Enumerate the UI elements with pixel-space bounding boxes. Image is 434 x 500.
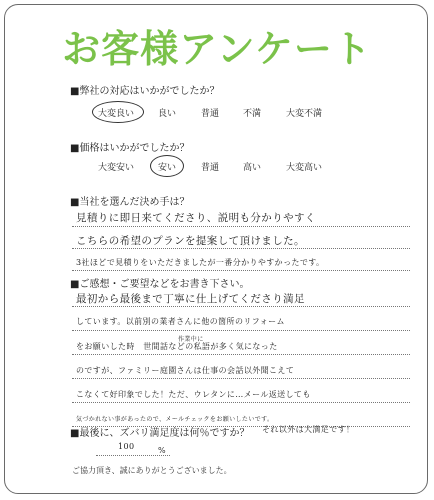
q4-answer-text: のですが、ファミリー庭園さんは仕事の会話以外聞こえて bbox=[76, 366, 295, 375]
q5-percent-unit: % bbox=[158, 446, 166, 455]
q4-answer-line bbox=[72, 306, 410, 307]
q2-heading: ■価格はいかがでしたか？ bbox=[70, 143, 190, 154]
q2-option-4[interactable]: 高い bbox=[243, 163, 262, 173]
q3-answer-text: こちらの希望のプランを提案して頂けました。 bbox=[76, 235, 305, 247]
q3-heading: ■当社を選んだ決め手は？ bbox=[70, 197, 190, 208]
q4-answer-text: 最初から最後まで丁寧に仕上げてくださり満足 bbox=[76, 293, 305, 305]
q2-option-3[interactable]: 普通 bbox=[201, 163, 220, 173]
q1-heading: ■弊社の対応はいかがでしたか？ bbox=[70, 86, 220, 97]
q1-selected-circle bbox=[92, 101, 144, 123]
q2-option-2[interactable]: 安い bbox=[158, 163, 177, 173]
q4-answer-line bbox=[72, 378, 410, 379]
q4-answer-text: しています。以前別の業者さんに他の箇所のリフォーム bbox=[76, 317, 285, 326]
q4-answer-line bbox=[72, 402, 410, 403]
q1-option-2[interactable]: 良い bbox=[158, 109, 177, 119]
q4-heading: ■ご感想・ご要望などをお書き下さい。 bbox=[70, 279, 250, 290]
footer-thanks: ご協力頂き、誠にありがとうございました。 bbox=[72, 466, 232, 475]
q5-note: それ以外は大満足です！ bbox=[262, 425, 355, 434]
q3-answer-text: 3社ほどで見積りをいただきましたが一番分かりやすかったです。 bbox=[76, 258, 325, 267]
q3-answer-line bbox=[72, 248, 410, 249]
q4-answer-line bbox=[72, 354, 410, 355]
q1-option-3[interactable]: 普通 bbox=[201, 109, 220, 119]
q5-heading: ■最後に、ズバリ満足度は何％ですか？ bbox=[70, 428, 250, 439]
q4-answer-text: こなくて好印象でした！ただ、ウレタンに…メール返送しても bbox=[76, 390, 311, 399]
q4-answer-text: をお願いした時 世間話などの私語が多く気になった bbox=[76, 342, 278, 351]
q4-insert-note: 作業中に bbox=[178, 336, 204, 343]
q1-option-4[interactable]: 不満 bbox=[243, 109, 262, 119]
q3-answer-text: 見積りに即日来てくださり、説明も分かりやすく bbox=[76, 212, 316, 224]
q2-option-1[interactable]: 大変安い bbox=[98, 163, 135, 173]
q2-option-5[interactable]: 大変高い bbox=[286, 163, 323, 173]
q3-answer-line bbox=[72, 226, 410, 227]
q5-answer-line bbox=[96, 455, 170, 456]
q4-answer-text: 気づかれない事があったので、メールチェックをお願いしたいです。 bbox=[76, 416, 274, 423]
q1-option-5[interactable]: 大変不満 bbox=[286, 109, 323, 119]
q2-selected-circle bbox=[150, 155, 184, 177]
q4-answer-line bbox=[72, 330, 410, 331]
q1-option-1[interactable]: 大変良い bbox=[98, 109, 135, 119]
survey-title: お客様アンケート bbox=[62, 27, 372, 71]
q3-answer-line bbox=[72, 270, 410, 271]
q5-answer-value: 100 bbox=[118, 442, 135, 451]
